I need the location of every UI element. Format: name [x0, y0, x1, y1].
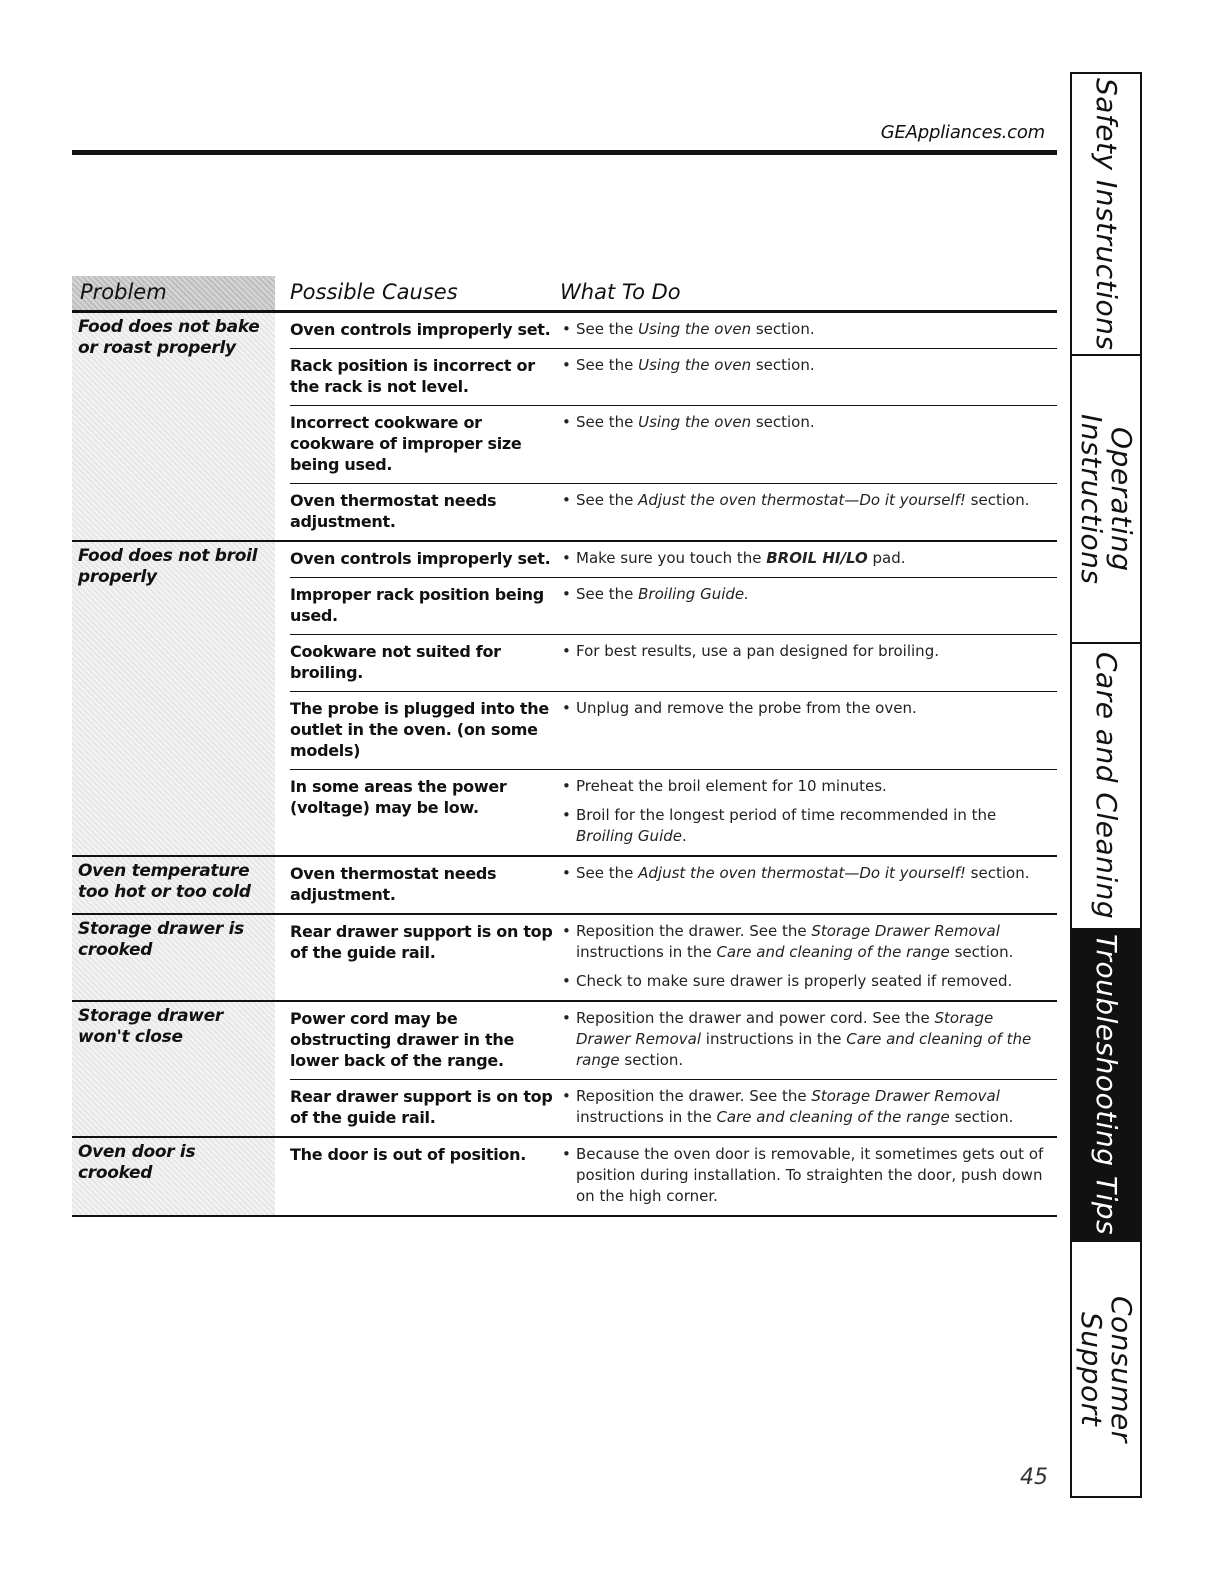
todo-text: section. — [949, 943, 1014, 961]
what-to-do — [560, 412, 1057, 475]
todo-item — [560, 490, 1047, 511]
table-row — [290, 1080, 1057, 1136]
todo-item — [560, 805, 1047, 847]
problem-group — [72, 857, 1057, 915]
cause-rows — [290, 1138, 1057, 1215]
possible-cause: In some areas the power (voltage) may be low. — [290, 777, 507, 817]
todo-text: . — [681, 827, 687, 845]
todo-text: section. — [619, 1051, 684, 1069]
what-to-do — [560, 1086, 1057, 1128]
todo-reference: Broiling Guide — [576, 827, 682, 845]
todo-reference: Using the oven — [638, 356, 752, 374]
tab-label: Safety Instructions — [1090, 77, 1123, 351]
problem-group — [72, 1138, 1057, 1217]
possible-cause: Rear drawer support is on top of the guide rail. — [290, 922, 553, 962]
todo-reference: Adjust the oven thermostat—Do it yourself! — [638, 491, 966, 509]
what-to-do — [560, 1008, 1057, 1071]
todo-text: For best results, use a pan designed for broiling. — [576, 642, 939, 660]
table-row — [290, 406, 1057, 484]
possible-cause: Rear drawer support is on top of the guide rail. — [290, 1087, 553, 1127]
todo-text: instructions in the — [576, 943, 717, 961]
cause-rows — [290, 915, 1057, 1000]
table-row — [290, 857, 1057, 913]
table-header — [72, 276, 1057, 313]
possible-cause: Cookware not suited for broiling. — [290, 642, 501, 682]
todo-item — [560, 355, 1047, 376]
todo-text: Reposition the drawer. See the — [576, 1087, 812, 1105]
possible-cause: Oven controls improperly set. — [290, 549, 551, 568]
what-to-do — [560, 921, 1057, 992]
possible-cause: Incorrect cookware or cookware of improper size being used. — [290, 413, 522, 474]
table-row — [290, 484, 1057, 540]
table-row — [290, 770, 1057, 855]
possible-cause: The door is out of position. — [290, 1145, 526, 1164]
table-body — [72, 313, 1057, 1217]
what-to-do — [560, 641, 1057, 683]
possible-cause: Rack position is incorrect or the rack is not level. — [290, 356, 535, 396]
table-row — [290, 1002, 1057, 1080]
todo-text: See the — [576, 320, 639, 338]
tab-troubleshooting-tips[interactable] — [1072, 930, 1140, 1242]
cause-rows — [290, 1002, 1057, 1136]
cause-rows — [290, 313, 1057, 540]
todo-item — [560, 921, 1047, 963]
possible-cause: Oven thermostat needs adjustment. — [290, 491, 497, 531]
todo-text: Reposition the drawer and power cord. See the — [576, 1009, 935, 1027]
table-row — [290, 635, 1057, 692]
todo-text: See the — [576, 413, 639, 431]
tab-safety-instructions[interactable] — [1072, 74, 1140, 356]
problem-label: Storage drawer won't close — [72, 1002, 275, 1136]
todo-item — [560, 1144, 1047, 1207]
possible-cause: Power cord may be obstructing drawer in the lower back of the range. — [290, 1009, 515, 1070]
site-url: GEAppliances.com — [880, 122, 1045, 143]
todo-item — [560, 863, 1047, 884]
todo-text: Because the oven door is removable, it sometimes gets out of position during installation. To straighten the door, push down on the high corner. — [576, 1145, 1044, 1205]
problem-label: Oven door is crooked — [72, 1138, 275, 1215]
todo-text: See the — [576, 356, 639, 374]
tab-label: Operating Instructions — [1075, 413, 1138, 585]
todo-reference: Care and cleaning of the range — [716, 943, 950, 961]
todo-text: Reposition the drawer. See the — [576, 922, 812, 940]
todo-item — [560, 641, 1047, 662]
todo-column-header: What To Do — [560, 280, 681, 304]
tab-operating-instructions[interactable] — [1072, 356, 1140, 644]
todo-item — [560, 971, 1047, 992]
what-to-do — [560, 1144, 1057, 1207]
tab-care-and-cleaning[interactable] — [1072, 644, 1140, 930]
todo-reference: Using the oven — [638, 413, 752, 431]
todo-item — [560, 548, 1047, 569]
what-to-do — [560, 490, 1057, 532]
todo-item — [560, 698, 1047, 719]
todo-text: Broil for the longest period of time recommended in the — [576, 806, 997, 824]
problem-group — [72, 313, 1057, 542]
todo-text: section. — [751, 413, 815, 431]
possible-cause: Oven controls improperly set. — [290, 320, 551, 339]
problem-column-header: Problem — [72, 276, 275, 310]
what-to-do — [560, 548, 1057, 569]
page-number: 45 — [1020, 1465, 1048, 1490]
what-to-do — [560, 319, 1057, 340]
problem-group — [72, 542, 1057, 857]
table-row — [290, 915, 1057, 1000]
what-to-do — [560, 584, 1057, 626]
todo-reference: Storage Drawer Removal — [811, 922, 1000, 940]
todo-reference: Care and cleaning of the range — [716, 1108, 950, 1126]
todo-reference: Storage Drawer Removal — [576, 1009, 994, 1048]
todo-reference: Using the oven — [638, 320, 752, 338]
tab-label: Care and Cleaning — [1090, 652, 1123, 920]
header-rule — [72, 150, 1057, 155]
todo-text: Make sure you touch the — [576, 549, 767, 567]
todo-item — [560, 1008, 1047, 1071]
table-row — [290, 542, 1057, 578]
todo-text: See the — [576, 864, 639, 882]
todo-text: section. — [965, 864, 1030, 882]
todo-text: section. — [751, 320, 815, 338]
todo-text: section. — [751, 356, 815, 374]
causes-column-header: Possible Causes — [290, 280, 458, 304]
tab-consumer-support[interactable] — [1072, 1242, 1140, 1496]
cause-rows — [290, 542, 1057, 855]
todo-item — [560, 319, 1047, 340]
todo-reference: Broiling Guide. — [638, 585, 749, 603]
problem-label: Oven temperature too hot or too cold — [72, 857, 275, 913]
todo-text: Unplug and remove the probe from the oven. — [576, 699, 917, 717]
section-tabs — [1070, 72, 1142, 1498]
todo-reference: Care and cleaning of the range — [576, 1030, 1032, 1069]
possible-cause: Improper rack position being used. — [290, 585, 544, 625]
table-row — [290, 349, 1057, 406]
possible-cause: The probe is plugged into the outlet in the oven. (on some models) — [290, 699, 549, 760]
problem-group — [72, 1002, 1057, 1138]
what-to-do — [560, 355, 1057, 397]
possible-cause: Oven thermostat needs adjustment. — [290, 864, 497, 904]
what-to-do — [560, 863, 1057, 905]
todo-item — [560, 584, 1047, 605]
todo-text: See the — [576, 491, 639, 509]
todo-text: instructions in the — [576, 1108, 717, 1126]
todo-text: section. — [965, 491, 1030, 509]
table-row — [290, 692, 1057, 770]
todo-text: instructions in the — [701, 1030, 847, 1048]
todo-reference: Storage Drawer Removal — [811, 1087, 1000, 1105]
what-to-do — [560, 698, 1057, 761]
tab-label: Troubleshooting Tips — [1090, 934, 1123, 1236]
problem-group — [72, 915, 1057, 1002]
todo-text: pad. — [867, 549, 906, 567]
todo-item — [560, 1086, 1047, 1128]
table-row — [290, 578, 1057, 635]
todo-text: Check to make sure drawer is properly seated if removed. — [576, 972, 1013, 990]
cause-rows — [290, 857, 1057, 913]
todo-item — [560, 776, 1047, 797]
table-row — [290, 313, 1057, 349]
problem-label: Food does not broil properly — [72, 542, 275, 855]
what-to-do — [560, 776, 1057, 847]
table-row — [290, 1138, 1057, 1215]
todo-emphasis: BROIL HI/LO — [766, 549, 868, 567]
todo-item — [560, 412, 1047, 433]
problem-label: Storage drawer is crooked — [72, 915, 275, 1000]
tab-label: Consumer Support — [1075, 1295, 1138, 1443]
todo-text: Preheat the broil element for 10 minutes. — [576, 777, 887, 795]
todo-reference: Adjust the oven thermostat—Do it yourself! — [638, 864, 966, 882]
todo-text: See the — [576, 585, 639, 603]
troubleshooting-table — [72, 276, 1057, 1217]
todo-text: section. — [949, 1108, 1014, 1126]
problem-label: Food does not bake or roast properly — [72, 313, 275, 540]
